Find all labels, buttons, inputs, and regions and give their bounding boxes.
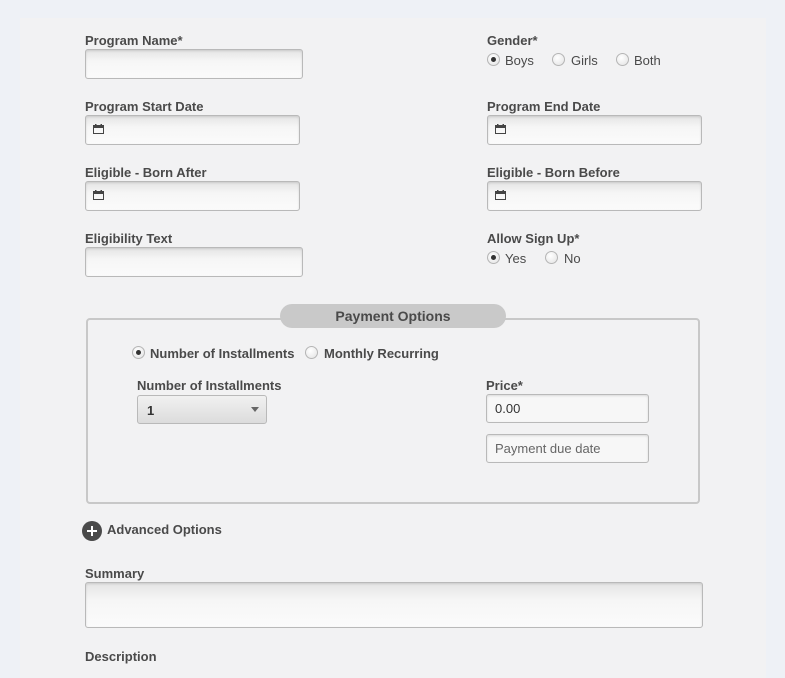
gender-radio-girls[interactable] <box>552 53 565 66</box>
payment-mode-radio-installments[interactable] <box>132 346 145 359</box>
calendar-icon <box>495 124 506 134</box>
payment-due-date-placeholder: Payment due date <box>495 441 601 456</box>
program-name-label: Program Name* <box>85 33 183 48</box>
calendar-icon <box>93 124 104 134</box>
gender-option-boys: Boys <box>505 53 534 68</box>
program-start-label: Program Start Date <box>85 99 204 114</box>
signup-option-yes: Yes <box>505 251 527 266</box>
born-after-input[interactable] <box>85 181 300 211</box>
signup-radio-no[interactable] <box>545 251 558 264</box>
program-end-label: Program End Date <box>487 99 601 114</box>
eligibility-text-label: Eligibility Text <box>85 231 173 246</box>
program-end-input[interactable] <box>487 115 702 145</box>
summary-label: Summary <box>85 566 145 581</box>
installments-value: 1 <box>147 403 155 418</box>
description-label: Description <box>85 649 157 664</box>
gender-radio-both[interactable] <box>616 53 629 66</box>
calendar-icon <box>93 190 104 200</box>
born-before-input[interactable] <box>487 181 702 211</box>
payment-due-date-input[interactable] <box>486 434 649 463</box>
price-input[interactable] <box>486 394 649 423</box>
allow-signup-label: Allow Sign Up* <box>487 231 580 246</box>
payment-options-legend: Payment Options <box>280 304 506 328</box>
chevron-down-icon <box>251 407 259 412</box>
price-label: Price* <box>486 378 523 393</box>
gender-option-girls: Girls <box>571 53 598 68</box>
eligibility-text-input[interactable] <box>85 247 303 277</box>
payment-mode-radio-monthly[interactable] <box>305 346 318 359</box>
plus-circle-icon[interactable] <box>82 521 102 541</box>
born-before-label: Eligible - Born Before <box>487 165 620 180</box>
program-start-input[interactable] <box>85 115 300 145</box>
advanced-options-link[interactable]: Advanced Options <box>107 522 222 537</box>
installments-label: Number of Installments <box>137 378 282 393</box>
born-after-label: Eligible - Born After <box>85 165 207 180</box>
payment-mode-monthly-label: Monthly Recurring <box>324 346 439 361</box>
price-value: 0.00 <box>495 401 521 416</box>
gender-option-both: Both <box>634 53 661 68</box>
calendar-icon <box>495 190 506 200</box>
gender-label: Gender* <box>487 33 538 48</box>
signup-option-no: No <box>564 251 581 266</box>
program-name-input[interactable] <box>85 49 303 79</box>
gender-radio-boys[interactable] <box>487 53 500 66</box>
summary-input[interactable] <box>85 582 703 628</box>
installments-select[interactable] <box>137 395 267 424</box>
signup-radio-yes[interactable] <box>487 251 500 264</box>
payment-mode-installments-label: Number of Installments <box>150 346 295 361</box>
